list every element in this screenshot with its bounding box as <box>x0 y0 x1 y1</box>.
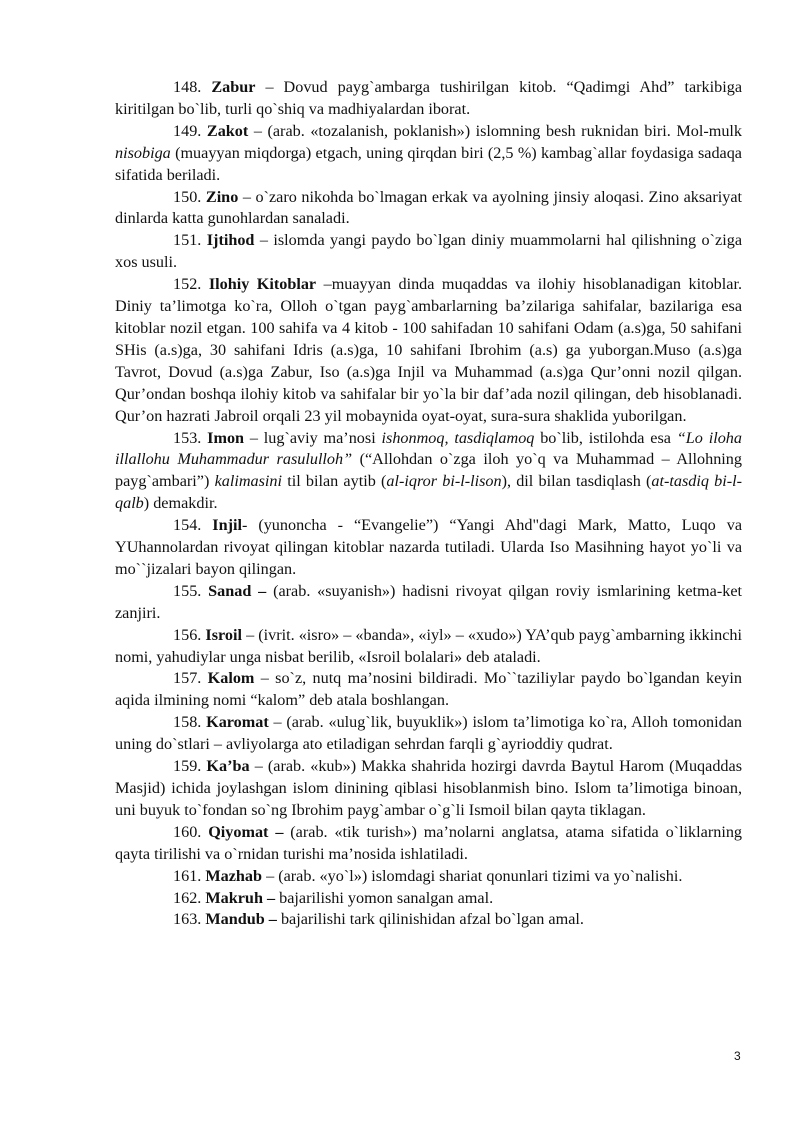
glossary-entry <box>115 121 742 187</box>
entry-definition-text: ), dil bilan tasdiqlash ( <box>501 472 652 491</box>
entry-italic-text: al-iqror bi-l-lison <box>386 472 502 491</box>
entry-term: Karomat <box>206 713 269 732</box>
entry-definition-text: - (yunoncha - “Evangelie”) “Yangi Ahd"dagi Mark, Matto, Luqo va YUhannolardan rivoyat qilingan kitoblar nazarda tutiladi. Ularda Iso Masihning hayot yo`li va mo``jizalari bayon qilingan. <box>115 516 742 578</box>
glossary-entry <box>115 187 742 231</box>
entry-number: 155. <box>173 581 202 600</box>
entry-definition-text: (arab. «tik turish») ma’nolarni anglatsa, atama sifatida o`liklarning qayta tirilishi va o`rnidan turishi ma’nosida ishlatiladi. <box>115 822 743 863</box>
entry-term: Sanad – <box>208 581 267 600</box>
entry-italic-text: at-tasdiq bi-l-qalb <box>115 472 742 513</box>
entry-definition-text: bajarilishi yomon sanalgan amal. <box>275 888 494 907</box>
entry-number: 163. <box>173 910 202 929</box>
entry-definition-text: ) demakdir. <box>143 494 218 513</box>
entry-definition-text: – (arab. «kub») Makka shahrida hozirgi davrda Baytul Harom (Muqaddas Masjid) ichida joylashgan islom dinining qiblasi hisoblanmish bino. Islom ta’limotiga binoan, uni buyuk to`fondan so`ng Ibrohim payg`ambar o`g`li Ismoil bilan qayta tiklagan. <box>115 757 743 819</box>
glossary-entry <box>115 756 742 822</box>
entry-definition-text: – (ivrit. «isro» – «banda», «iyl» – «xudo») YA’qub payg`ambarning ikkinchi nomi, yahudiylar unga nisbat berilib, «Isroil bolalari» deb ataladi. <box>115 625 743 666</box>
glossary-entry <box>115 274 742 427</box>
entry-number: 150. <box>173 187 202 206</box>
glossary-entry <box>115 668 742 712</box>
entry-definition-text: (muayyan miqdorga) etgach, uning qirqdan biri (2,5 %) kambag`allar foydasiga sadaqa sifatida beriladi. <box>115 143 742 184</box>
glossary-entry <box>115 581 742 625</box>
entry-italic-text: kalimasini <box>214 472 283 491</box>
entry-number: 153. <box>173 428 202 447</box>
entry-definition-text: bo`lib, istilohda esa <box>534 428 677 447</box>
entry-definition-text: til bilan aytib ( <box>282 472 387 491</box>
entry-definition-text: – (arab. «ulug`lik, buyuklik») islom ta’limotiga ko`ra, Alloh tomonidan uning do`stlari – avliyolarga ato etiladigan sehrdan farqli g`ayrioddiy qudrat. <box>115 713 743 754</box>
entry-term: Mazhab <box>205 866 263 885</box>
entry-number: 149. <box>173 121 202 140</box>
entry-definition-text: – so`z, nutq ma’nosini bildiradi. Mo``taziliylar paydo bo`lgandan keyin aqida ilmining nomi “kalom” deb atala boshlangan. <box>115 669 742 710</box>
entry-number: 152. <box>173 275 202 294</box>
entry-term: Isroil <box>205 625 242 644</box>
entry-italic-text: ishonmoq, tasdiqlamoq <box>381 428 535 447</box>
glossary-entry <box>115 625 742 669</box>
entry-number: 157. <box>173 669 202 688</box>
glossary-entry <box>115 428 742 516</box>
entry-term: Imon <box>207 428 245 447</box>
entry-number: 159. <box>173 757 202 776</box>
entry-definition-text: (arab. «suyanish») hadisni rivoyat qilgan roviy ismlarining ketma-ket zanjiri. <box>115 581 743 622</box>
entry-number: 161. <box>173 866 202 885</box>
glossary-entry <box>115 712 742 756</box>
entry-definition-text: (“Allohdan o`zga iloh yo`q va Muhammad – Allohning payg`ambari”) <box>115 450 742 491</box>
entry-definition-text: bajarilishi tark qilinishidan afzal bo`lgan amal. <box>276 910 584 929</box>
entry-term: Kalom <box>207 669 255 688</box>
entry-term: Mandub – <box>205 910 277 929</box>
entry-italic-text: “Lo iloha illallohu Muhammadur rasululloh” <box>115 428 742 469</box>
glossary-entry <box>115 866 742 888</box>
entry-number: 151. <box>173 231 202 250</box>
entry-term: Ka’ba <box>206 757 250 776</box>
entry-number: 158. <box>173 713 202 732</box>
glossary-entry <box>115 888 742 910</box>
entry-term: Ijtihod <box>206 231 255 250</box>
glossary-entry <box>115 77 742 121</box>
entry-definition-text: – (arab. «tozalanish, poklanish») islomning besh ruknidan biri. Mol-mulk <box>248 121 743 140</box>
entry-number: 156. <box>173 625 202 644</box>
entry-number: 148. <box>173 78 202 96</box>
entry-number: 154. <box>173 516 202 535</box>
entry-term: Ilohiy Kitoblar <box>208 275 317 294</box>
entry-definition-text: – Dovud payg`ambarga tushirilgan kitob. “Qadimgi Ahd” tarkibiga kiritilgan bo`lib, turli qo`shiq va madhiyalardan iborat. <box>115 78 743 118</box>
glossary-entry <box>115 230 742 274</box>
glossary-entry <box>115 909 742 931</box>
entry-number: 160. <box>173 822 202 841</box>
entry-term: Injil <box>212 516 242 535</box>
entry-definition-text: – (arab. «yo`l») islomdagi shariat qonunlari tizimi va yo`nalishi. <box>262 866 683 885</box>
entry-term: Zakot <box>206 121 249 140</box>
entry-term: Makruh – <box>205 888 276 907</box>
entry-term: Zino <box>205 187 239 206</box>
glossary-content <box>115 77 742 931</box>
entry-term: Qiyomat – <box>208 822 284 841</box>
entry-term: Zabur <box>211 78 256 96</box>
entry-number: 162. <box>173 888 202 907</box>
page-number: 3 <box>734 1049 741 1063</box>
entry-italic-text: nisobiga <box>115 143 171 162</box>
entry-definition-text: – islomda yangi paydo bo`lgan diniy muammolarni hal qilishning o`ziga xos usuli. <box>115 231 743 272</box>
entry-definition-text: –muayyan dinda muqaddas va ilohiy hisoblanadigan kitoblar. Diniy ta’limotga ko`ra, Olloh o`tgan payg`ambarlarning ba’zilariga sahifalar, bazilariga esa kitoblar nozil etgan. 100 sahifa va 4 kitob - 100 sahifadan 10 sahifani Odam (a.s)ga, 50 sahifani SHis (a.s)ga, 30 sahifani Idris (a.s)ga, 10 sahifani Ibrohim (a.s) ga yuborgan.Muso (a.s)ga Tavrot, Dovud (a.s)ga Zabur, Iso (a.s)ga Injil va Muhammad (a.s)ga Qur’onni nozil qilgan. Qur’ondan boshqa ilohiy kitob va sahifalar bir yo`la bir daf’ada nozil qilingan, deb hisoblanadi. Qur’on hazrati Jabroil orqali 23 yil mobaynida oyat-oyat, sura-sura shaklida yuborilgan. <box>115 275 743 425</box>
glossary-entry <box>115 822 742 866</box>
entry-definition-text: – o`zaro nikohda bo`lmagan erkak va ayolning jinsiy aloqasi. Zino aksariyat dinlarda katta gunohlardan sanaladi. <box>115 187 742 228</box>
entry-definition-text: – lug`aviy ma’nosi <box>244 428 382 447</box>
glossary-entry <box>115 515 742 581</box>
